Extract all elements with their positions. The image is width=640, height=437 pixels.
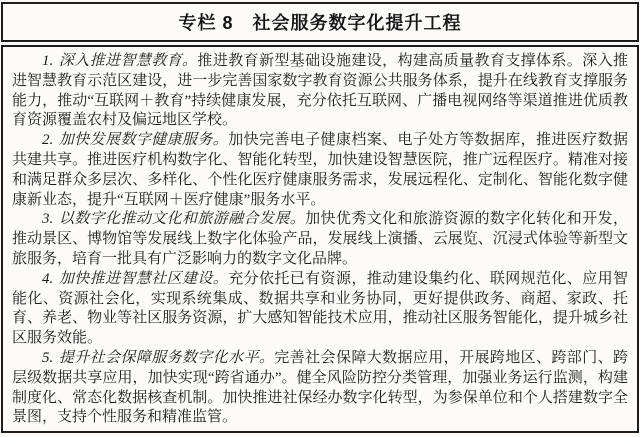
column-title-box bbox=[1, 2, 639, 42]
item-body: 加快完善电子健康档案、电子处方等数据库，推进医疗数据共建共享。推进医疗机构数字化、智能化转型，加快建设智慧医院，推广远程医疗。精准对接和满足群众多层次、多样化、个性化医疗健康服务需求，发展远程化、定制化、智能化数字健康新业态，提升“互联网＋医疗健康”服务水平。 bbox=[12, 132, 628, 208]
item-paragraph-3 bbox=[12, 210, 628, 269]
item-body: 充分依托已有资源，推动建设集约化、联网规范化、应用智能化、资源社会化，实现系统集成、数据共享和业务协同，更好提供政务、商超、家政、托育、养老、物业等社区服务资源，扩大感知智能技术应用，推动社区服务智能化，提升城乡社区服务效能。 bbox=[12, 270, 628, 347]
item-body: 加快优秀文化和旅游资源的数字化转化和开发，推动景区、博物馆等发展线上数字化体验产品，发展线上演播、云展览、沉浸式体验等新型文旅服务，培育一批具有广泛影响力的数字文化品牌。 bbox=[12, 211, 628, 267]
item-lead: 加快发展数字健康服务。 bbox=[58, 132, 229, 149]
item-number: 5. bbox=[42, 349, 54, 366]
column-title: 专栏 8 社会服务数字化提升工程 bbox=[178, 13, 462, 33]
item-lead: 深入推进智慧教育。 bbox=[58, 53, 198, 69]
item-paragraph-2 bbox=[12, 131, 628, 210]
item-number: 4. bbox=[42, 270, 54, 287]
column-body-box bbox=[1, 45, 639, 433]
item-paragraph-4 bbox=[12, 270, 628, 349]
item-lead: 加快推进智慧社区建设。 bbox=[58, 270, 229, 287]
item-paragraph-5 bbox=[12, 349, 628, 428]
item-number: 1. bbox=[42, 53, 54, 69]
item-lead: 提升社会保障服务数字化水平。 bbox=[58, 349, 275, 366]
item-body: 推进教育新型基础设施建设，构建高质量教育支撑体系。深入推进智慧教育示范区建设，进一步完善国家数字教育资源公共服务体系，提升在线教育支撑服务能力，推动“互联网＋教育”持续健康发展，充分依托互联网、广播电视网络等渠道推进优质教育资源覆盖农村及偏远地区学校。 bbox=[12, 53, 628, 129]
item-number: 3. bbox=[42, 211, 54, 228]
item-number: 2. bbox=[42, 132, 54, 149]
item-lead: 以数字化推动文化和旅游融合发展。 bbox=[58, 211, 306, 228]
item-body: 完善社会保障大数据应用，开展跨地区、跨部门、跨层级数据共享应用，加快实现“跨省通办”。健全风险防控分类管理，加强业务运行监测，构建制度化、常态化数据核查机制。加快推进社保经办数字化转型，为参保单位和个人搭建数字全景图，支持个性服务和精准监管。 bbox=[12, 349, 628, 426]
item-paragraph-1 bbox=[12, 52, 628, 131]
